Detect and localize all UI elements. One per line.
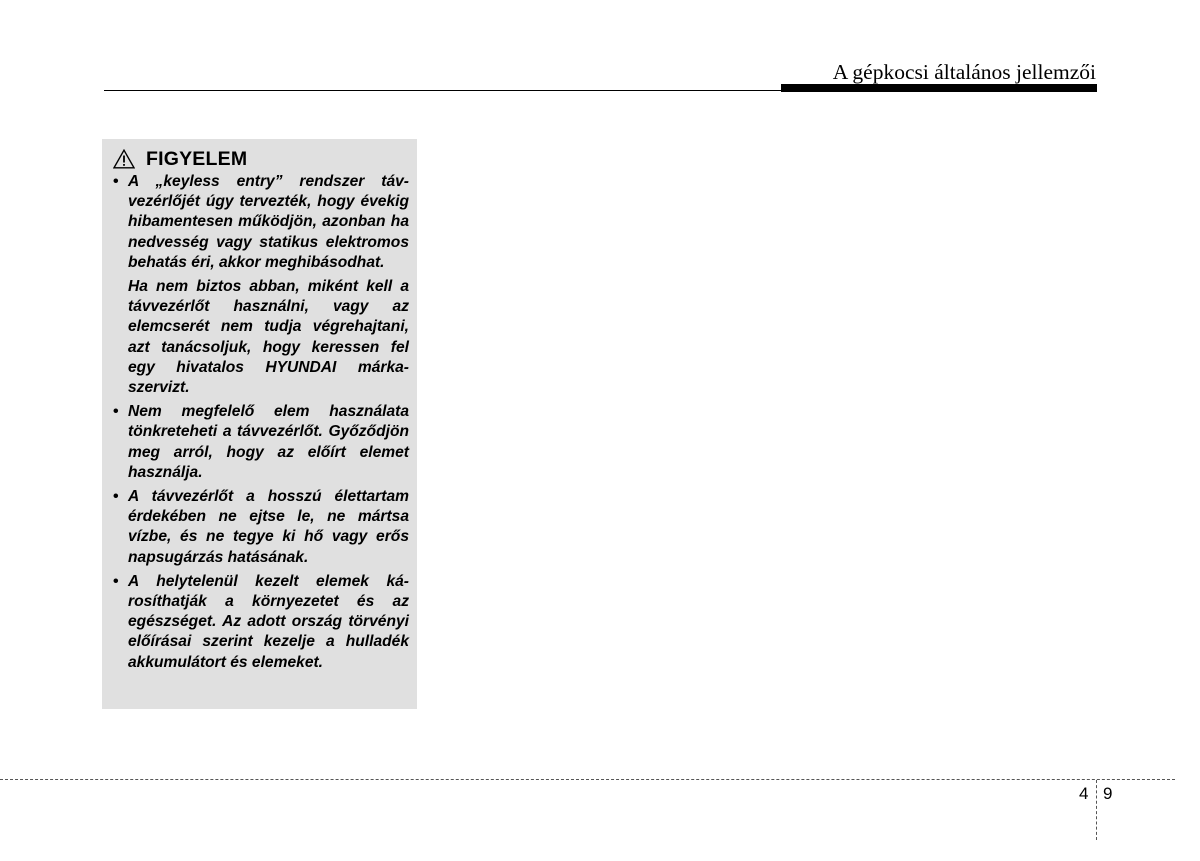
warning-paragraph: A „keyless entry” rendszer távvezérlőjét úgy tervezték, hogy évekig hibamentesen működjön, azonban ha nedvesség vagy statikus elektromos behatás éri, akkor meghibásodhat.: [128, 173, 409, 271]
warning-title: FIGYELEM: [146, 148, 248, 170]
warning-paragraph: Nem megfelelő elem használata tönkreteheti a távvezérlőt. Győződjön meg arról, hogy az előírt elemet használja.: [128, 403, 409, 481]
warning-item: [113, 402, 409, 483]
warning-list: [113, 172, 409, 673]
warning-item: [113, 487, 409, 568]
chapter-number: 4: [1079, 784, 1089, 803]
warning-box: [102, 139, 417, 709]
bullet-icon: •: [113, 572, 119, 590]
warning-heading: [113, 147, 409, 171]
warning-paragraph: A távvezérlőt a hosszú élettartam érdekében ne ejtse le, ne mártsa vízbe, és ne tegye ki hő vagy erős napsugárzás hatásának.: [128, 488, 409, 566]
page-number: 9: [1103, 784, 1113, 803]
footer-dashed-divider: [1096, 780, 1097, 840]
bullet-icon: •: [113, 173, 119, 190]
page-header-title: A gépkocsi általános jellemzői: [832, 60, 1096, 84]
warning-item: [113, 172, 409, 398]
footer-dashed-rule: [0, 779, 1175, 780]
header-rule-thick: [781, 84, 1097, 92]
warning-paragraph: A helytelenül kezelt elemek károsíthatják a környezetet és az egészséget. Az adott ország törvényi előírásai szerint kezelje a hulladék akkumulátort és elemeket.: [128, 572, 409, 671]
warning-paragraph: Ha nem biztos abban, miként kell a távvezérlőt használni, vagy az elemcserét nem tudja végrehajtani, azt tanácsoljuk, hogy keressen fel egy hivatalos HYUNDAI márkaszervizt.: [128, 278, 409, 397]
bullet-icon: •: [113, 403, 119, 421]
warning-item: [113, 572, 409, 673]
warning-triangle-icon: [113, 149, 135, 169]
header-rule-thin: [104, 90, 781, 91]
bullet-icon: •: [113, 488, 119, 506]
